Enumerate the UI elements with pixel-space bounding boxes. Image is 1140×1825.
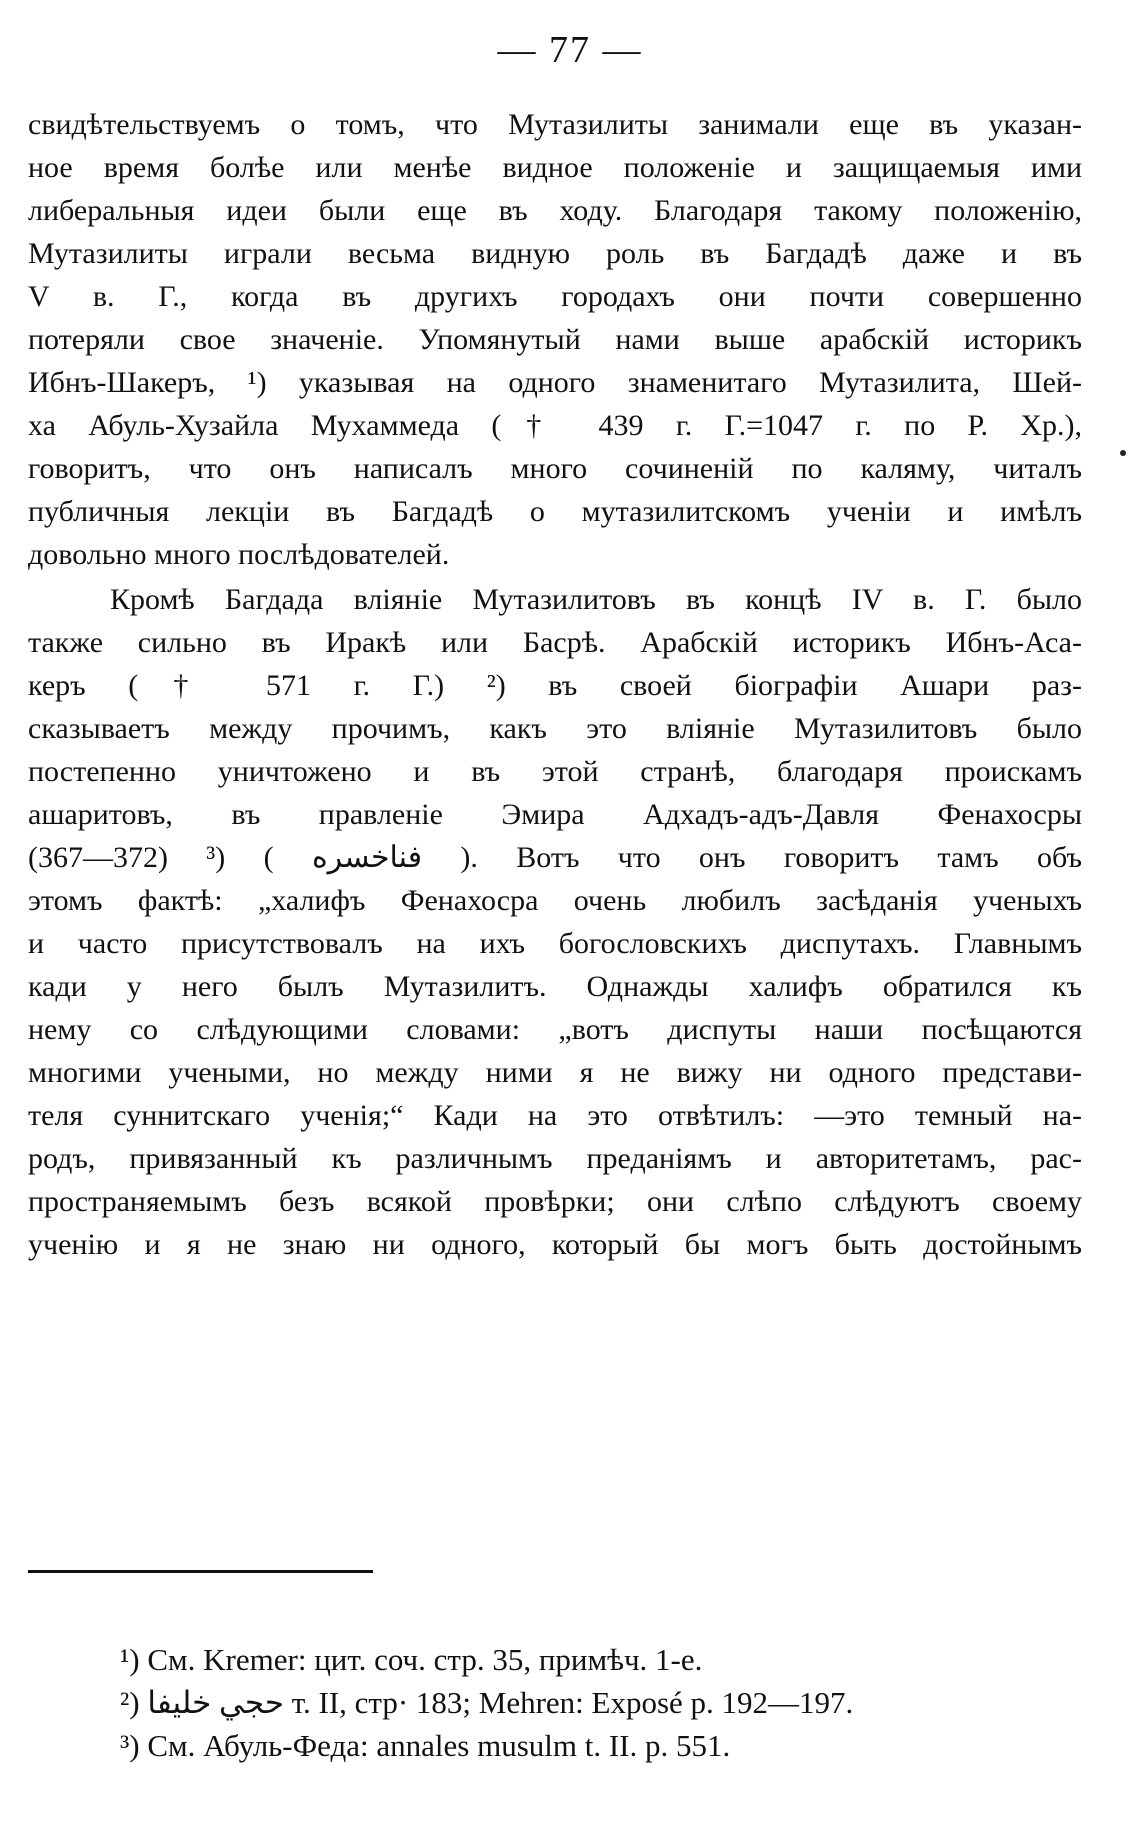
body-line: ученію и я не знаю ни одного, который бы могъ быть достойнымъ: [28, 1228, 1082, 1261]
footnote: ³) См. Абуль-Феда: annales musulm t. II. p. 551.: [120, 1728, 731, 1763]
body-line: постепенно уничтожено и въ этой странѣ, благодаря проискамъ: [28, 755, 1082, 788]
margin-dot-mark: [1120, 450, 1126, 456]
body-line: Кромѣ Багдада вліяніе Мутазилитовъ въ концѣ IV в. Г. было: [110, 583, 1082, 616]
body-line: ха Абуль-Хузайла Мухаммеда († 439 г. Г.=1047 г. по Р. Хр.),: [28, 409, 1082, 442]
body-line: пространяемымъ безъ всякой провѣрки; они слѣпо слѣдуютъ своему: [28, 1185, 1082, 1218]
body-line: говоритъ, что онъ написалъ много сочиненій по каляму, читалъ: [28, 452, 1082, 485]
body-line: теля суннитскаго ученія;“ Кади на это отвѣтилъ: —это темный на-: [28, 1099, 1082, 1132]
body-line: многими учеными, но между ними я не вижу ни одного представи-: [28, 1056, 1082, 1089]
page-number: — 77 —: [497, 29, 643, 71]
body-line: нему со слѣдующими словами: „вотъ диспуты наши посѣщаются: [28, 1013, 1082, 1046]
body-line: довольно много послѣдователей.: [28, 538, 450, 571]
body-line: этомъ фактѣ: „халифъ Фенахосра очень любилъ засѣданія ученыхъ: [28, 884, 1082, 917]
body-line: Мутазилиты играли весьма видную роль въ Багдадѣ даже и въ: [28, 237, 1082, 270]
body-line: публичныя лекціи въ Багдадѣ о мутазилитскомъ ученіи и имѣлъ: [28, 495, 1082, 528]
body-line: либеральныя идеи были еще въ ходу. Благодаря такому положенію,: [28, 194, 1082, 227]
body-line: родъ, привязанный къ различнымъ преданіямъ и авторитетамъ, рас-: [28, 1142, 1082, 1175]
body-line: потеряли свое значеніе. Упомянутый нами выше арабскій историкъ: [28, 323, 1082, 356]
body-line: V в. Г., когда въ другихъ городахъ они почти совершенно: [28, 280, 1082, 313]
body-line: свидѣтельствуемъ о томъ, что Мутазилиты занимали еще въ указан-: [28, 108, 1082, 141]
body-line: (367—372) ³) ( فناخسره ). Вотъ что онъ говоритъ тамъ объ: [28, 841, 1082, 874]
footnote: ²) حجي خليفا т. II, стр· 183; Mehren: Exposé p. 192—197.: [120, 1685, 854, 1720]
body-line: ное время болѣе или менѣе видное положеніе и защищаемыя ими: [28, 151, 1082, 184]
body-line: Ибнъ-Шакеръ, ¹) указывая на одного знаменитаго Мутазилита, Шей-: [28, 366, 1082, 399]
footnote: ¹) См. Kremer: цит. соч. стр. 35, примѣч. 1-е.: [120, 1642, 703, 1677]
body-line: также сильно въ Иракѣ или Басрѣ. Арабскій историкъ Ибнъ-Аса-: [28, 626, 1082, 659]
body-line: ашаритовъ, въ правленіе Эмира Адхадъ-адъ-Давля Фенахосры: [28, 798, 1082, 831]
body-line: керъ († 571 г. Г.) ²) въ своей біографіи Ашари раз-: [28, 669, 1082, 702]
body-line: кади у него былъ Мутазилитъ. Однажды халифъ обратился къ: [28, 970, 1082, 1003]
body-line: сказываетъ между прочимъ, какъ это вліяніе Мутазилитовъ было: [28, 712, 1082, 745]
footnote-divider: [28, 1570, 373, 1573]
body-line: и часто присутствовалъ на ихъ богословскихъ диспутахъ. Главнымъ: [28, 927, 1082, 960]
